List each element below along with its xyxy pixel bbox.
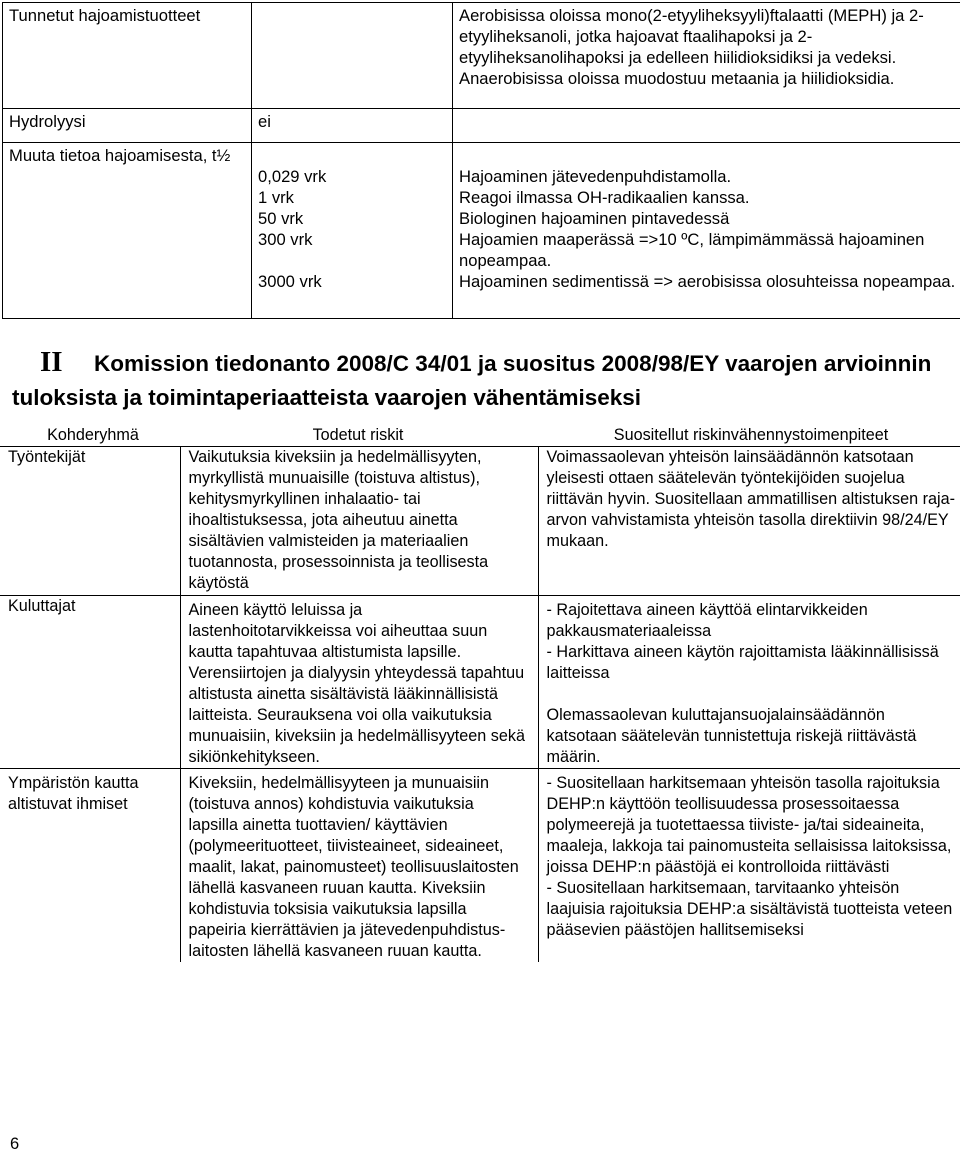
row-label: Hydrolyysi <box>3 109 252 143</box>
half-life-values <box>252 143 453 319</box>
risk-text: Verensiirtojen ja dialyysin yhteydessä tapahtuu altistusta ainetta sisältävistä lääkinnällisistä laitteista. Seurauksena voi olla vaikutuksia munuaisiin, kiveksiin ja hedelmällisyyteen sekä sikiönkehitykseen. <box>188 664 525 766</box>
table-row <box>0 447 960 596</box>
section-number: II <box>40 346 63 378</box>
measure-text: - Suositellaan harkitsemaan, tarvitaanko yhteisön laajuisia rajoituksia DEHP:a sisältävistä tuotteista veteen pääsevien päästöjen hallitsemiseksi <box>546 879 953 939</box>
identified-risks <box>180 447 538 596</box>
recommended-measures <box>538 769 960 963</box>
table-header-row <box>0 424 960 447</box>
measure-text: Voimassaolevan yhteisön lainsäädännön katsotaan yleisesti ottaen säätelevän työntekijöiden suojelua riittävän hyvin. Suositellaan ammatillisen altistuksen raja-arvon vahvistamista yhteisön tasolla direktiivin 98/24/EY mukaan. <box>546 448 955 550</box>
page-number: 6 <box>10 1135 20 1153</box>
risk-table <box>0 424 960 962</box>
target-group: Ympäristön kautta altistuvat ihmiset <box>0 769 180 963</box>
recommended-measures <box>538 596 960 769</box>
half-life-value: 50 vrk <box>258 209 304 228</box>
half-life-value: 1 vrk <box>258 188 294 207</box>
row-label: Muuta tietoa hajoamisesta, t½ <box>3 143 252 319</box>
identified-risks <box>180 596 538 769</box>
degradation-note: Hajoaminen sedimentissä => aerobisissa olosuhteissa nopeampaa. <box>459 272 956 291</box>
column-header: Suositellut riskinvähennystoimenpiteet <box>538 424 960 447</box>
risk-text: Aineen käyttö leluissa ja lastenhoitotarvikkeissa voi aiheuttaa suun kautta tapahtuvaa altistumista lapsille. <box>188 601 488 661</box>
table-row <box>0 596 960 769</box>
degradation-notes <box>453 143 960 319</box>
row-info <box>453 109 960 143</box>
table-row <box>3 3 960 109</box>
target-group: Työntekijät <box>0 447 180 596</box>
risk-text: Kiveksiin, hedelmällisyyteen ja munuaisiin (toistuva annos) kohdistuvia vaikutuksia lapsilla ainetta tuottavien/ käyttävien (polymeerituotteet, tiivisteaineet, sideaineet, maalit, lakat, painomusteet) teollisuuslaitosten lähellä kasvaneen ruuan kautta. Kiveksiin kohdistuvia toksisia vaikutuksia lapsilla papeiria kierrättävien ja jätevedenpuhdistus-laitosten lähellä kasvaneen ruuan kautta. <box>188 774 519 960</box>
table-row <box>3 109 960 143</box>
row-value: ei <box>252 109 453 143</box>
row-label: Tunnetut hajoamistuotteet <box>3 3 252 109</box>
measure-text: - Rajoitettava aineen käyttöä elintarvikkeiden pakkausmateriaaleissa <box>546 601 868 640</box>
degradation-note: Hajoamien maaperässä =>10 ºC, lämpimämmässä hajoaminen nopeampaa. <box>459 230 925 270</box>
section-title: Komission tiedonanto 2008/C 34/01 ja suositus 2008/98/EY vaarojen arvioinnin tuloksista ja toimintaperiaatteista vaarojen vähentämiseksi <box>12 351 932 410</box>
degradation-note: Reagoi ilmassa OH-radikaalien kanssa. <box>459 188 750 207</box>
column-header: Todetut riskit <box>180 424 538 447</box>
half-life-value: 3000 vrk <box>258 272 322 291</box>
section-heading <box>12 345 957 415</box>
degradation-note: Hajoaminen jätevedenpuhdistamolla. <box>459 167 732 186</box>
half-life-value: 0,029 vrk <box>258 167 327 186</box>
target-group: Kuluttajat <box>0 596 180 769</box>
spacer <box>547 684 957 705</box>
table-row <box>0 769 960 963</box>
recommended-measures <box>538 447 960 596</box>
column-header: Kohderyhmä <box>0 424 180 447</box>
measure-text: - Harkittava aineen käytön rajoittamista lääkinnällisissä laitteissa <box>546 643 939 682</box>
risk-text: Vaikutuksia kiveksiin ja hedelmällisyyten, myrkyllistä munuaisille (toistuva altistus), kehitysmyrkyllinen inhalaatio- tai ihoaltistuksessa, jota aiheutuu ainetta sisältävien valmisteiden ja materiaalien tuotannosta, prosessoinnista ja teollisesta käytöstä <box>188 448 489 592</box>
degradation-table <box>2 2 960 319</box>
measure-text: Olemassaolevan kuluttajansuojalainsäädännön katsotaan säätelevän tunnistettuja riskejä riittävästä määrin. <box>546 706 917 766</box>
table-row <box>3 143 960 319</box>
half-life-value: 300 vrk <box>258 230 313 249</box>
identified-risks <box>180 769 538 963</box>
row-value <box>252 3 453 109</box>
measure-text: - Suositellaan harkitsemaan yhteisön tasolla rajoituksia DEHP:n käyttöön teollisuudessa prosessoitaessa polymeerejä ja tuotettaessa tiiviste- ja/tai sideaineita, maaleja, lakkoja tai painomusteita sellaisissa laitoksissa, joissa DEHP:n päästöjä ei kontrolloida riittävästi <box>546 774 952 876</box>
degradation-note: Biologinen hajoaminen pintavedessä <box>459 209 730 228</box>
row-info: Aerobisissa oloissa mono(2-etyyliheksyyli)ftalaatti (MEPH) ja 2-etyyliheksanoli, jotka hajoavat ftaalihapoksi ja 2-etyyliheksanolihapoksi ja edelleen hiilidioksidiksi ja vedeksi. Anaerobisissa oloissa muodostuu metaania ja hiilidioksidia. <box>453 3 960 109</box>
